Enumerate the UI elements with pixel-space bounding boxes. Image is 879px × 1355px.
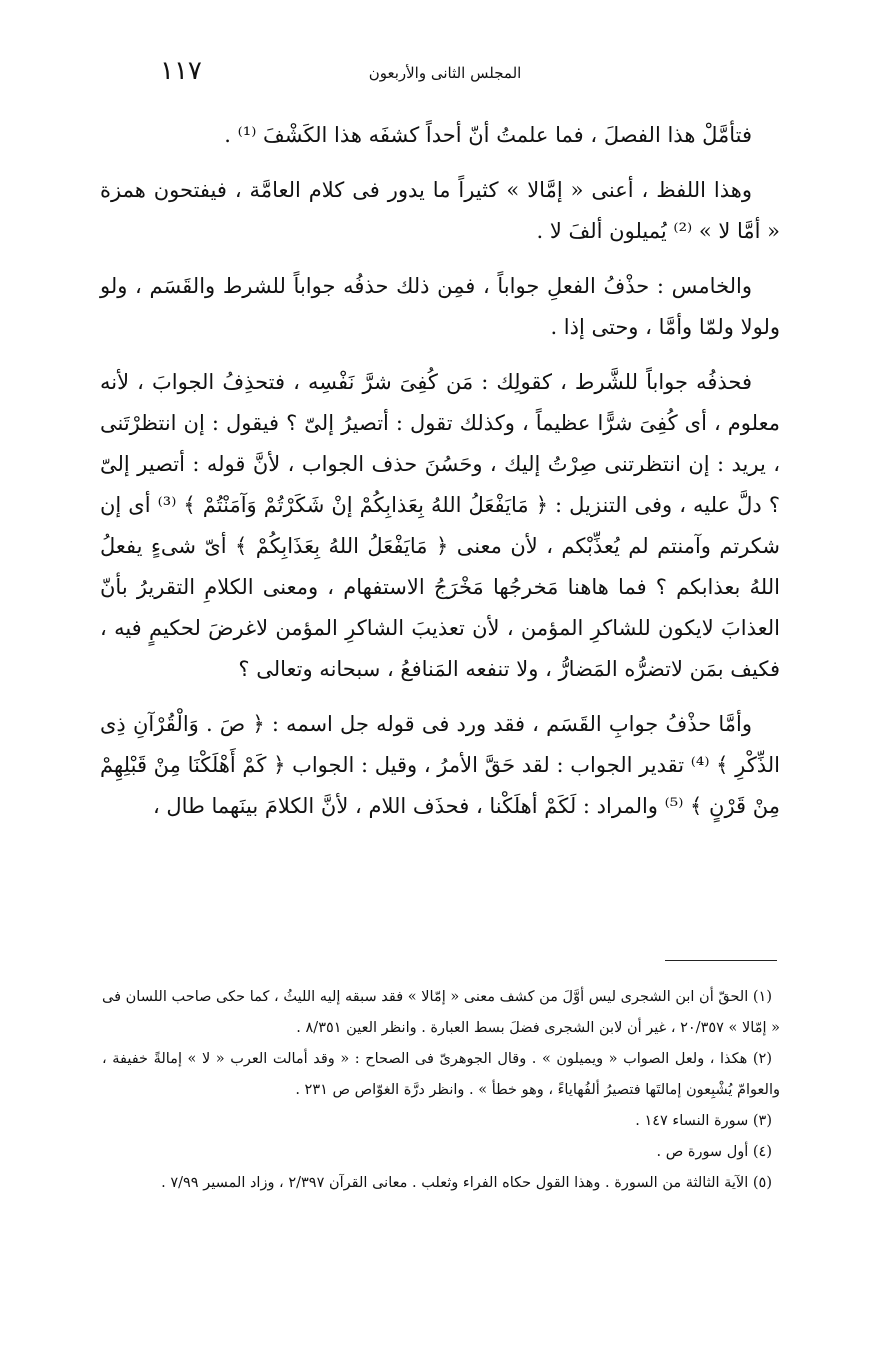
- page-number: ١١٧: [160, 56, 202, 86]
- paragraph-3: والخامس : حذْفُ الفعلِ جواباً ، فمِن ذلك حذفُه جواباً للشرط والقَسَم ، ولو ولولا ولمّا وأمَّا ، وحتى إذا .: [100, 274, 780, 339]
- footnote-4: (٤) أول سورة ص .: [656, 1144, 772, 1160]
- paragraph-4: فحذفُه جواباً للشَّرط ، كقولِك : مَن كُفِىَ شرَّ نَفْسِه ، فتحذِفُ الجوابَ ، لأنه معلوم ، أى كُفِىَ شرًّا عظيماً ، وكذلك تقول : أتصيرُ إلىّ ؟ فيقول : إن انتظرْتَنى ، يريد : إن انتظرتنى صِرْتُ إليك ، وحَسُنَ حذف الجواب ، لأنَّ قوله : أتصير إلىّ ؟ دلَّ عليه ، وفى التنزيل : ﴿ مَايَفْعَلُ اللهُ بِعَذابِكُمْ إنْ شَكَرْتُمْ وَآمَنْتُمْ ﴾ ⁽³⁾ أى إن شكرتم وآمنتم لم يُعذِّبْكم ، لأن معنى ﴿ مَايَفْعَلُ اللهُ بِعَذَابِكُمْ ﴾ أىّ شىءٍ يفعلُ اللهُ بعذابكم ؟ فما هاهنا مَخرجُها مَخْرَجُ الاستفهام ، ومعنى الكلامِ التقريرُ بأنّ العذابَ لايكون للشاكرِ المؤمن ، لأن تعذيبَ الشاكرِ المؤمن لاغرضَ لحكيمٍ فيه ، فكيف بمَن لاتضرُّه المَضارُّ ، ولا تنفعه المَنافعُ ، سبحانه وتعالى ؟: [100, 370, 780, 681]
- main-text: [100, 115, 780, 841]
- footnote-3: (٣) سورة النساء ١٤٧ .: [635, 1113, 772, 1129]
- paragraph-1: فتأمَّلْ هذا الفصلَ ، فما علمتُ أنّ أحداً كشفَه هذا الكَشْفَ ⁽¹⁾ .: [224, 123, 752, 147]
- footnotes: [102, 982, 780, 1199]
- page-header: [110, 52, 780, 92]
- paragraph-5: وأمَّا حذْفُ جوابِ القَسَم ، فقد ورد فى قوله جل اسمه : ﴿ صَ . وَالْقُرْآنِ ذِى الذِّكْرِ ﴾ ⁽⁴⁾ تقدير الجواب : لقد حَقَّ الأمرُ ، وقيل : الجواب ﴿ كَمْ أَهْلَكْنَا مِنْ قَبْلِهِمْ مِنْ قَرْنٍ ﴾ ⁽⁵⁾ والمراد : لَكَمْ أهلَكْنا ، فحذَف اللام ، لأنَّ الكلامَ بينَهما طال ،: [100, 712, 780, 818]
- footnote-1: (١) الحقّ أن ابن الشجرى ليس أوَّلَ من كشف معنى « إمّالا » فقد سبقه إليه الليثُ ، كما حكى صاحب اللسان فى « إمّالا » ٢٠/٣٥٧ ، غير أن لابن الشجرى فضلَ بسط العبارة . وانظر العين ٨/٣٥١ .: [102, 989, 780, 1036]
- footnote-5: (٥) الآية الثالثة من السورة . وهذا القول حكاه الفراء وثعلب . معانى القرآن ٢/٣٩٧ ، وزاد المسير ٧/٩٩ .: [161, 1175, 772, 1191]
- footnote-divider: [665, 960, 777, 961]
- footnote-2: (٢) هكذا ، ولعل الصواب « ويميلون » . وقال الجوهرىّ فى الصحاح : « وقد أمالت العرب « لا » إمالةً خفيفة ، والعوامّ يُشْبِعون إمالتَها فتصيرُ ألفُهاياءً ، وهو خطأ » . وانظر درَّة الغوّاص ص ٢٣١ .: [102, 1051, 780, 1098]
- paragraph-2: وهذا اللفظ ، أعنى « إمَّالا » كثيراً ما يدور فى كلام العامَّة ، فيفتحون همزة « أمَّا لا » ⁽²⁾ يُميلون ألفَ لا .: [100, 178, 780, 243]
- running-title: المجلس الثانى والأربعون: [368, 64, 522, 82]
